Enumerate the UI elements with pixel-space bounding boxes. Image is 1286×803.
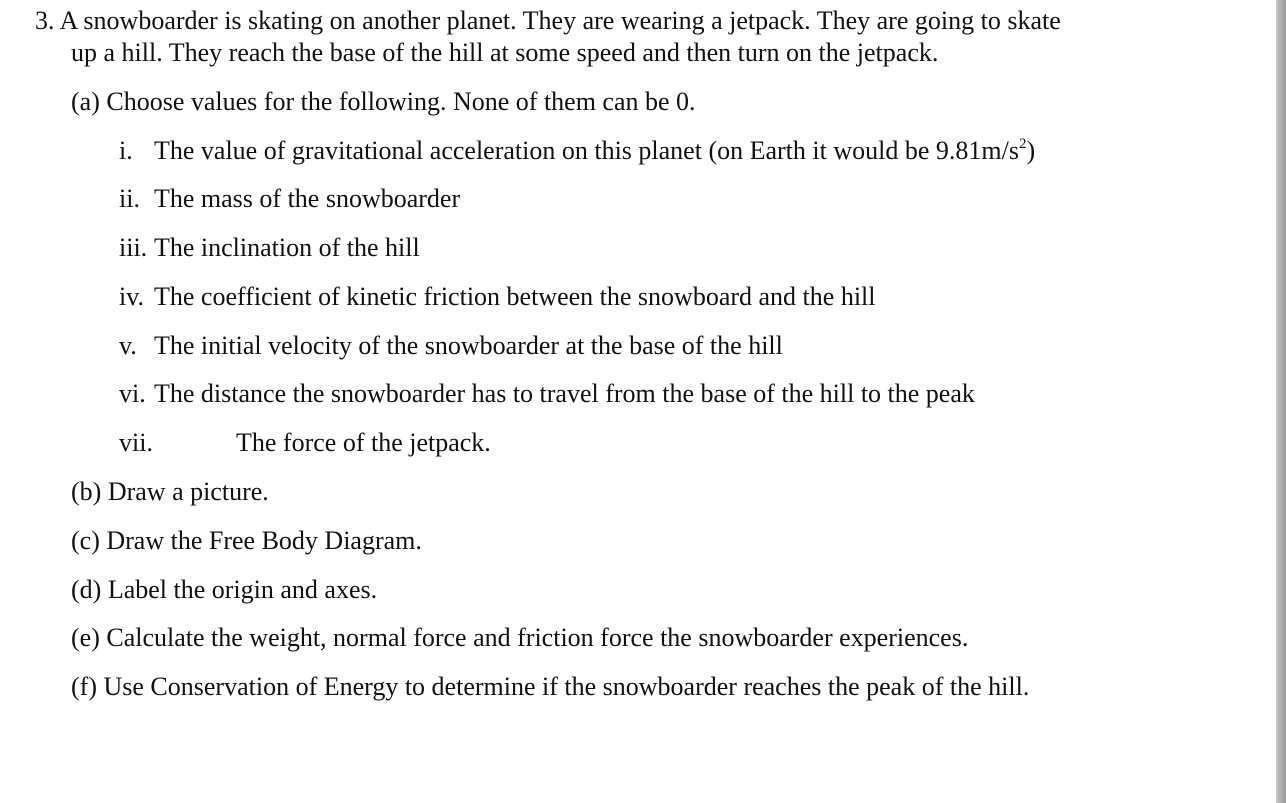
subitem-ii: [119, 183, 460, 215]
part-label: (d): [71, 575, 102, 604]
part-text: Calculate the weight, normal force and friction force the snowboarder experiences.: [106, 623, 969, 652]
part-label: (c): [71, 526, 100, 555]
subitem-label: v.: [119, 331, 137, 360]
part-a-text: Choose values for the following. None of them can be 0.: [106, 87, 696, 116]
part-a-label: (a): [71, 87, 100, 116]
subitem-label: i.: [119, 136, 133, 165]
part-text: Label the origin and axes.: [107, 575, 378, 604]
subitem-label: iv.: [119, 282, 145, 311]
subitem-text: The mass of the snowboarder: [154, 184, 461, 213]
subitem-label: vi.: [119, 379, 146, 408]
part-label: (b): [71, 477, 102, 506]
subitem-tail: ): [1026, 136, 1036, 165]
part-text: Draw a picture.: [107, 477, 269, 506]
question-line-2: [71, 37, 938, 69]
subitem-iii: [119, 232, 420, 264]
subitem-text: The distance the snowboarder has to travel from the base of the hill to the peak: [154, 379, 975, 408]
part-a: [71, 86, 696, 118]
question-text-line-2: up a hill. They reach the base of the hill at some speed and then turn on the jetpack.: [71, 38, 939, 67]
question-text-line-1: A snowboarder is skating on another planet. They are wearing a jetpack. They are going to skate: [59, 6, 1061, 35]
part-c: [71, 525, 422, 557]
subitem-text: The value of gravitational acceleration on this planet (on Earth it would be 9.81m/s: [154, 136, 1019, 165]
subitem-vii: [119, 427, 491, 459]
subitem-v: [119, 330, 783, 362]
question-number: 3.: [35, 6, 55, 35]
part-b: [71, 476, 269, 508]
subitem-iv: [119, 281, 876, 313]
subitem-label: vii.: [119, 428, 153, 457]
question-line-1: [35, 5, 1061, 37]
subitem-label: ii.: [119, 184, 140, 213]
subitem-text: The inclination of the hill: [154, 233, 420, 262]
part-text: Use Conservation of Energy to determine if the snowboarder reaches the peak of the hill.: [103, 672, 1030, 701]
superscript-exponent: 2: [1018, 136, 1027, 152]
part-label: (f): [71, 672, 97, 701]
subitem-text: The initial velocity of the snowboarder at the base of the hill: [154, 331, 783, 360]
subitem-vi: [119, 378, 975, 410]
subitem-text: The coefficient of kinetic friction between the snowboard and the hill: [154, 282, 876, 311]
subitem-i: [119, 135, 1035, 167]
part-label: (e): [71, 623, 100, 652]
part-d: [71, 574, 377, 606]
page-edge-shadow: [1276, 0, 1286, 803]
part-e: [71, 622, 968, 654]
part-f: [71, 671, 1029, 703]
subitem-label: iii.: [119, 233, 148, 262]
subitem-text: The force of the jetpack.: [236, 428, 491, 457]
part-text: Draw the Free Body Diagram.: [106, 526, 422, 555]
